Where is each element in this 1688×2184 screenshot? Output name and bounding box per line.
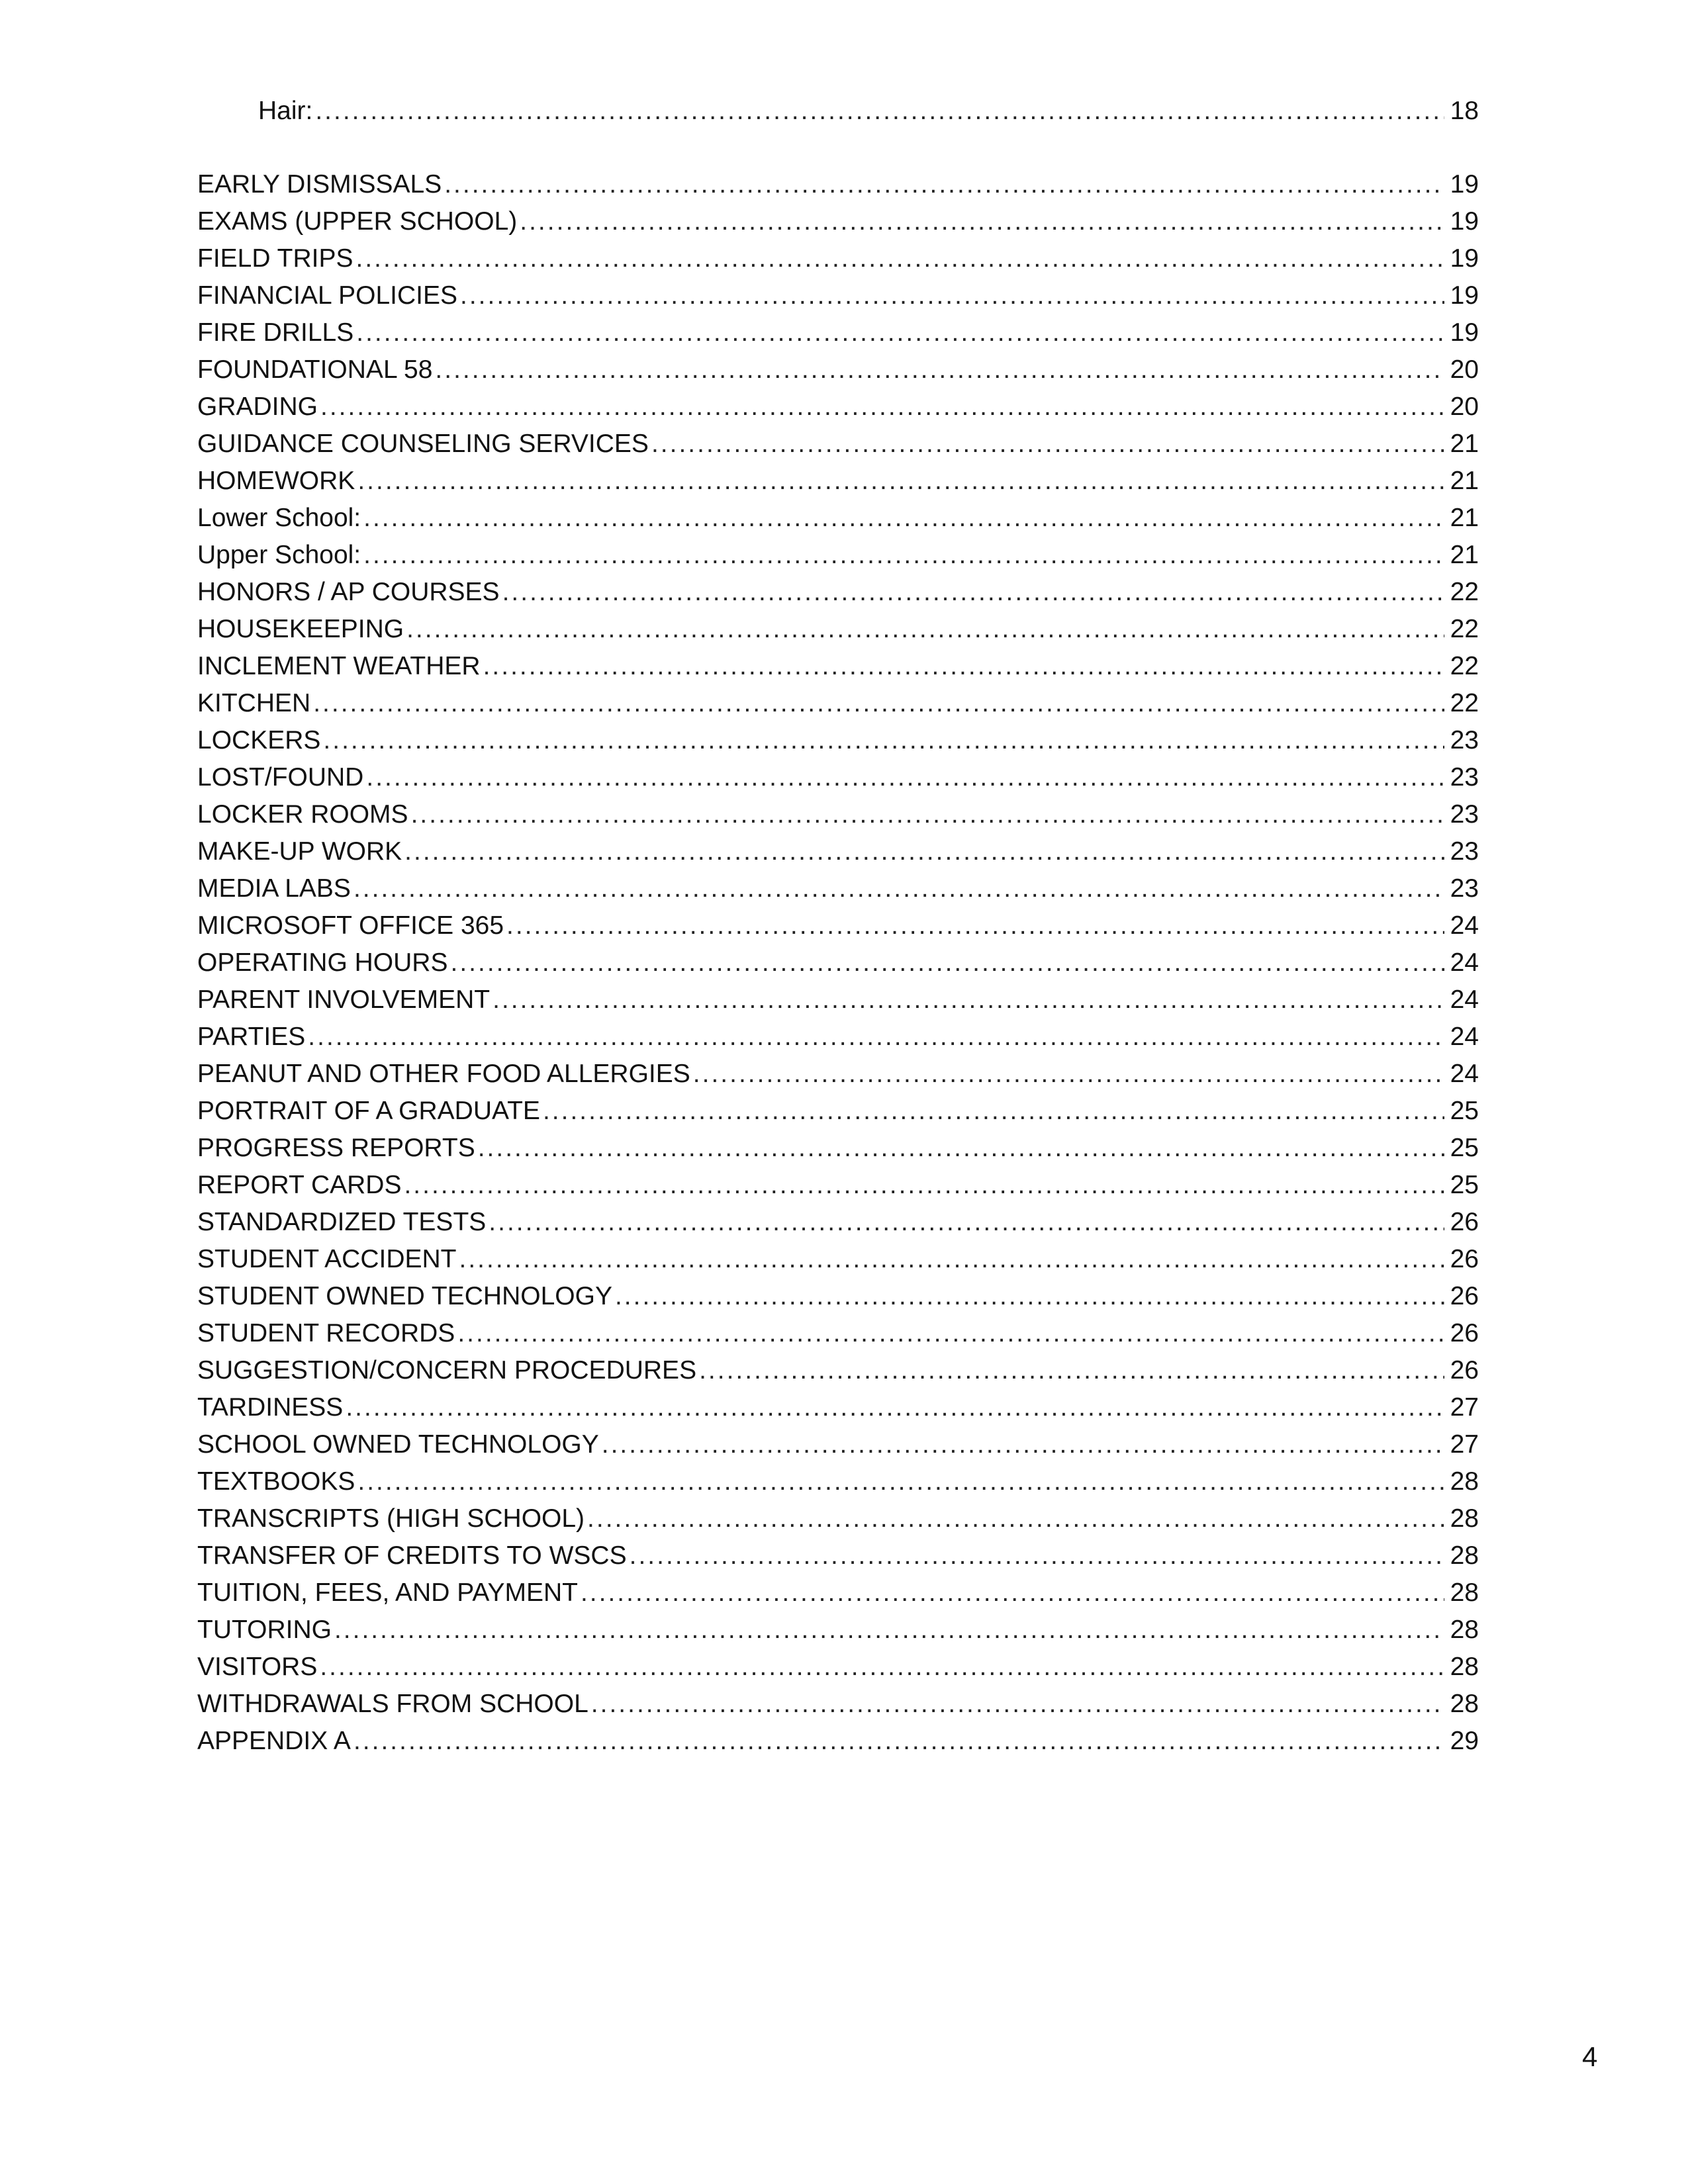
toc-entry-label: Hair: (258, 97, 313, 125)
toc-entry[interactable] (197, 1389, 1479, 1426)
toc-entry-label: Lower School: (197, 504, 361, 532)
toc-entry[interactable] (197, 203, 1479, 240)
toc-entry-page: 18 (1450, 97, 1479, 125)
toc-entry-page: 19 (1450, 207, 1479, 236)
toc-dot-leader (520, 203, 1444, 240)
toc-entry[interactable] (197, 1093, 1479, 1130)
toc-entry-page: 28 (1450, 1690, 1479, 1718)
toc-entry[interactable] (197, 1241, 1479, 1278)
toc-entry-label: HONORS / AP COURSES (197, 578, 500, 606)
toc-entry-label: MEDIA LABS (197, 874, 351, 903)
toc-entry-label: HOUSEKEEPING (197, 615, 404, 643)
toc-entry-label: WITHDRAWALS FROM SCHOOL (197, 1690, 588, 1718)
toc-entry[interactable] (197, 277, 1479, 314)
toc-entry-label: FIRE DRILLS (197, 318, 354, 347)
toc-dot-leader (581, 1574, 1444, 1612)
toc-entry-page: 19 (1450, 281, 1479, 310)
toc-entry-label: TEXTBOOKS (197, 1467, 355, 1496)
toc-dot-leader (334, 1612, 1444, 1649)
toc-entry-page: 22 (1450, 689, 1479, 717)
toc-entry-label: TARDINESS (197, 1393, 344, 1422)
toc-entry[interactable] (197, 1723, 1479, 1760)
toc-dot-leader (506, 907, 1444, 944)
toc-entry[interactable] (197, 537, 1479, 574)
toc-dot-leader (587, 1500, 1444, 1537)
toc-entry[interactable] (197, 166, 1479, 203)
toc-dot-leader (502, 574, 1444, 611)
toc-entry-label: PROGRESS REPORTS (197, 1134, 475, 1162)
toc-entry[interactable] (197, 1500, 1479, 1537)
toc-entry[interactable] (197, 574, 1479, 611)
toc-dot-leader (357, 463, 1444, 500)
toc-entry[interactable] (197, 648, 1479, 685)
toc-entry-label: TRANSFER OF CREDITS TO WSCS (197, 1541, 627, 1570)
toc-entry-page: 22 (1450, 578, 1479, 606)
toc-entry-page: 27 (1450, 1430, 1479, 1459)
toc-entry-label: LOCKERS (197, 726, 321, 754)
toc-entry-page: 26 (1450, 1245, 1479, 1273)
toc-entry-page: 27 (1450, 1393, 1479, 1422)
toc-entry[interactable] (197, 796, 1479, 833)
toc-dot-leader (492, 981, 1444, 1019)
toc-entry-label: Upper School: (197, 541, 361, 569)
toc-entry[interactable] (197, 1056, 1479, 1093)
toc-dot-leader (478, 1130, 1444, 1167)
toc-entry[interactable] (197, 759, 1479, 796)
toc-entry[interactable] (197, 351, 1479, 388)
toc-entry[interactable] (197, 1019, 1479, 1056)
toc-entry-label: SUGGESTION/CONCERN PROCEDURES (197, 1356, 697, 1385)
toc-entry-page: 25 (1450, 1171, 1479, 1199)
toc-entry[interactable] (197, 611, 1479, 648)
toc-entry-label: VISITORS (197, 1653, 318, 1681)
toc-entry-page: 25 (1450, 1097, 1479, 1125)
toc-dot-leader (363, 537, 1444, 574)
toc-dot-leader (313, 685, 1444, 722)
toc-entry-label: OPERATING HOURS (197, 948, 448, 977)
toc-dot-leader (411, 796, 1444, 833)
toc-entry[interactable] (197, 240, 1479, 277)
toc-dot-leader (323, 722, 1444, 759)
toc-dot-leader (630, 1537, 1444, 1574)
toc-entry-page: 23 (1450, 874, 1479, 903)
toc-entry[interactable] (197, 314, 1479, 351)
toc-entry-label: STUDENT ACCIDENT (197, 1245, 457, 1273)
page-number: 4 (1582, 2041, 1598, 2072)
toc-entry[interactable] (197, 685, 1479, 722)
toc-entry-label: MAKE-UP WORK (197, 837, 402, 866)
toc-dot-leader (483, 648, 1444, 685)
toc-entry[interactable] (197, 722, 1479, 759)
toc-dot-leader (366, 759, 1444, 796)
toc-dot-leader (651, 426, 1444, 463)
toc-entry-label: TUITION, FEES, AND PAYMENT (197, 1578, 578, 1607)
toc-entry-label: PORTRAIT OF A GRADUATE (197, 1097, 540, 1125)
toc-entry-label: EXAMS (UPPER SCHOOL) (197, 207, 518, 236)
toc-dot-leader (699, 1352, 1444, 1389)
toc-entry-label: FINANCIAL POLICIES (197, 281, 457, 310)
toc-entry-page: 28 (1450, 1541, 1479, 1570)
toc-entry-page: 26 (1450, 1356, 1479, 1385)
toc-entry[interactable] (197, 93, 1479, 130)
toc-entry-page: 23 (1450, 800, 1479, 829)
toc-dot-leader (450, 944, 1444, 981)
toc-entry[interactable] (197, 944, 1479, 981)
toc-dot-leader (315, 93, 1444, 130)
toc-entry-page: 28 (1450, 1578, 1479, 1607)
toc-entry[interactable] (197, 1130, 1479, 1167)
toc-dot-leader (404, 1167, 1444, 1204)
toc-entry[interactable] (197, 1686, 1479, 1723)
toc-entry-label: HOMEWORK (197, 467, 355, 495)
toc-entry-label: SCHOOL OWNED TECHNOLOGY (197, 1430, 599, 1459)
toc-entry[interactable] (197, 1278, 1479, 1315)
toc-entry-label: LOCKER ROOMS (197, 800, 408, 829)
toc-entry[interactable] (197, 1167, 1479, 1204)
toc-entry-label: GUIDANCE COUNSELING SERVICES (197, 430, 649, 458)
toc-entry-label: STUDENT OWNED TECHNOLOGY (197, 1282, 612, 1310)
toc-entry[interactable] (197, 1204, 1479, 1241)
toc-entry-page: 28 (1450, 1467, 1479, 1496)
toc-entry-page: 29 (1450, 1727, 1479, 1755)
toc-entry[interactable] (197, 1649, 1479, 1686)
toc-entry-page: 24 (1450, 948, 1479, 977)
toc-entry[interactable] (197, 833, 1479, 870)
toc-entry-page: 23 (1450, 837, 1479, 866)
toc-dot-leader (459, 1241, 1445, 1278)
toc-entry[interactable] (197, 1574, 1479, 1612)
toc-dot-leader (320, 1649, 1444, 1686)
toc-dot-leader (489, 1204, 1444, 1241)
toc-entry-page: 21 (1450, 430, 1479, 458)
toc-entry-label: STANDARDIZED TESTS (197, 1208, 487, 1236)
toc-entry-label: GRADING (197, 392, 318, 421)
toc-entry-page: 24 (1450, 985, 1479, 1014)
toc-entry-label: FIELD TRIPS (197, 244, 353, 273)
toc-entry[interactable] (197, 463, 1479, 500)
toc-entry[interactable] (197, 1315, 1479, 1352)
toc-dot-leader (356, 314, 1444, 351)
toc-entry-page: 28 (1450, 1615, 1479, 1644)
toc-dot-leader (457, 1315, 1444, 1352)
toc-entry-label: TRANSCRIPTS (HIGH SCHOOL) (197, 1504, 585, 1533)
toc-entry-page: 24 (1450, 1023, 1479, 1051)
toc-entry-label: STUDENT RECORDS (197, 1319, 455, 1347)
toc-entry[interactable] (197, 388, 1479, 426)
toc-entry[interactable] (197, 1612, 1479, 1649)
toc-dot-leader (693, 1056, 1444, 1093)
toc-dot-leader (435, 351, 1444, 388)
toc-entry-page: 20 (1450, 355, 1479, 384)
toc-entry-page: 24 (1450, 1060, 1479, 1088)
toc-entry[interactable] (197, 426, 1479, 463)
toc-dot-leader (353, 870, 1444, 907)
toc-entry-page: 23 (1450, 763, 1479, 792)
toc-dot-leader (353, 1723, 1444, 1760)
toc-entry-page: 19 (1450, 170, 1479, 199)
toc-dot-leader (320, 388, 1444, 426)
toc-entry-label: LOST/FOUND (197, 763, 364, 792)
toc-entry-label: KITCHEN (197, 689, 311, 717)
toc-entry-label: FOUNDATIONAL 58 (197, 355, 433, 384)
toc-entry-page: 28 (1450, 1504, 1479, 1533)
toc-entry-page: 22 (1450, 652, 1479, 680)
toc-entry-page: 19 (1450, 244, 1479, 273)
toc-entry-label: APPENDIX A (197, 1727, 351, 1755)
toc-entry-page: 24 (1450, 911, 1479, 940)
toc-entry[interactable] (197, 500, 1479, 537)
toc-entry-label: EARLY DISMISSALS (197, 170, 442, 199)
toc-entry-page: 22 (1450, 615, 1479, 643)
toc-dot-leader (406, 611, 1444, 648)
toc-dot-leader (615, 1278, 1444, 1315)
toc-entry-page: 26 (1450, 1319, 1479, 1347)
toc-entry[interactable] (197, 907, 1479, 944)
toc-dot-leader (602, 1426, 1444, 1463)
toc-entry-label: REPORT CARDS (197, 1171, 402, 1199)
toc-entry[interactable] (197, 870, 1479, 907)
toc-dot-leader (444, 166, 1444, 203)
toc-dot-leader (591, 1686, 1444, 1723)
toc-dot-leader (346, 1389, 1444, 1426)
toc-entry-page: 20 (1450, 392, 1479, 421)
toc-entry[interactable] (197, 1352, 1479, 1389)
toc-entry[interactable] (197, 981, 1479, 1019)
toc-dot-leader (543, 1093, 1444, 1130)
toc-entry-page: 26 (1450, 1208, 1479, 1236)
toc-entry-label: PARENT INVOLVEMENT (197, 985, 491, 1014)
toc-entry-page: 19 (1450, 318, 1479, 347)
toc-entry-page: 21 (1450, 504, 1479, 532)
toc-dot-leader (363, 500, 1444, 537)
toc-entry[interactable] (197, 1463, 1479, 1500)
toc-entry-page: 23 (1450, 726, 1479, 754)
toc-entry[interactable] (197, 1537, 1479, 1574)
toc-entry-page: 26 (1450, 1282, 1479, 1310)
toc-entry-label: MICROSOFT OFFICE 365 (197, 911, 504, 940)
toc-entry-page: 21 (1450, 541, 1479, 569)
toc-dot-leader (460, 277, 1444, 314)
table-of-contents (197, 93, 1479, 1760)
toc-dot-leader (404, 833, 1444, 870)
toc-entry-label: PARTIES (197, 1023, 306, 1051)
toc-entry-label: TUTORING (197, 1615, 332, 1644)
toc-dot-leader (308, 1019, 1444, 1056)
toc-entry-label: PEANUT AND OTHER FOOD ALLERGIES (197, 1060, 690, 1088)
toc-entry-page: 25 (1450, 1134, 1479, 1162)
toc-entry-page: 21 (1450, 467, 1479, 495)
toc-dot-leader (356, 240, 1444, 277)
toc-dot-leader (357, 1463, 1444, 1500)
toc-entry-page: 28 (1450, 1653, 1479, 1681)
toc-entry-label: INCLEMENT WEATHER (197, 652, 481, 680)
toc-entry[interactable] (197, 1426, 1479, 1463)
